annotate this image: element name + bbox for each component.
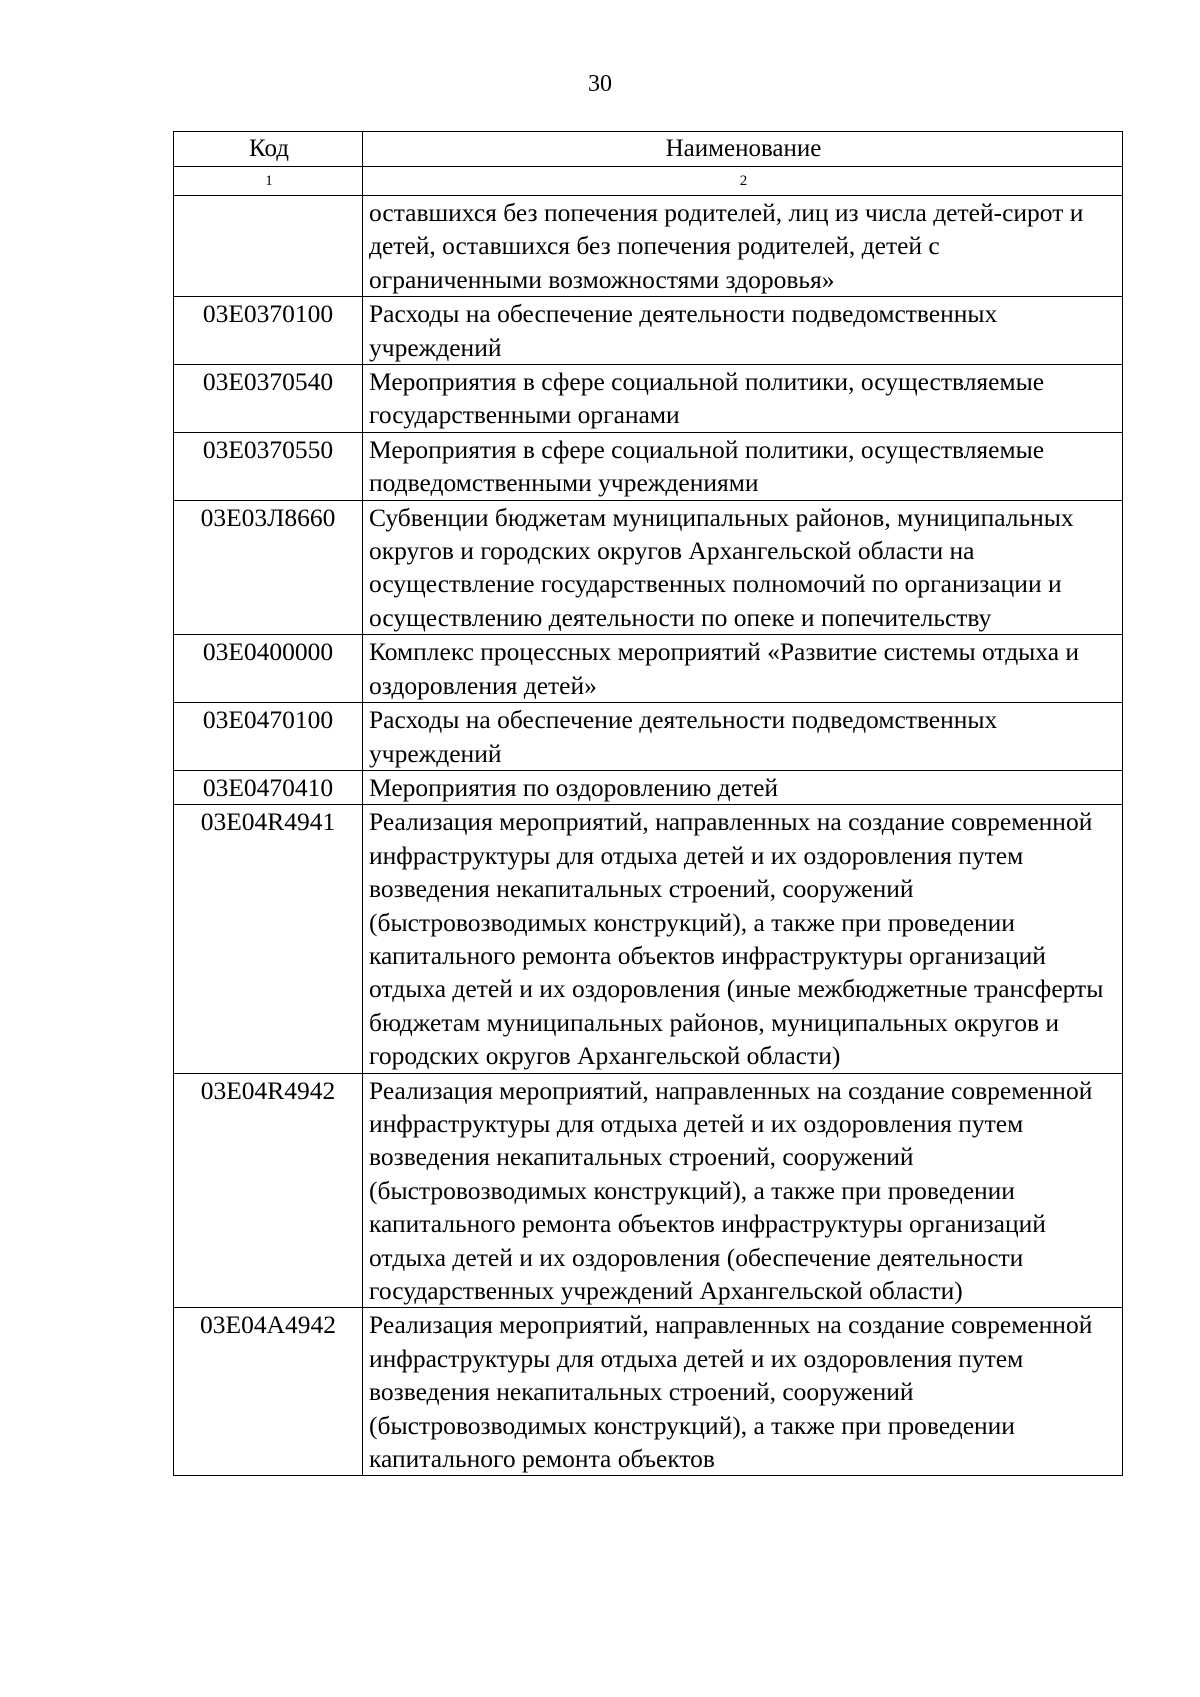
table-row — [174, 196, 1123, 297]
row-name: Реализация мероприятий, направленных на создание современной инфраструктуры для отдыха детей и их оздоровления путем возведения некапитальных строений, сооружений (быстровозводимых конструкций), а также при проведении капитального ремонта объектов инфраструктуры организаций отдыха детей и их оздоровления (обеспечение деятельности государственных учреждений Архангельской области) — [363, 1073, 1123, 1308]
row-name: Мероприятия по оздоровлению детей — [363, 770, 1123, 804]
row-code: 03Е0470410 — [174, 770, 363, 804]
row-name: Расходы на обеспечение деятельности подведомственных учреждений — [363, 297, 1123, 365]
table-row — [174, 770, 1123, 804]
table-row — [174, 297, 1123, 365]
table-row — [174, 1073, 1123, 1308]
header-code: Код — [174, 132, 363, 167]
row-name: Расходы на обеспечение деятельности подведомственных учреждений — [363, 703, 1123, 771]
table-header-row — [174, 132, 1123, 167]
page-number: 30 — [588, 71, 612, 97]
table-row — [174, 635, 1123, 703]
table-row — [174, 805, 1123, 1073]
table-row — [174, 703, 1123, 771]
row-code: 03Е04R4942 — [174, 1073, 363, 1308]
row-name: Мероприятия в сфере социальной политики, осуществляемые государственными органами — [363, 365, 1123, 433]
row-code: 03Е0370100 — [174, 297, 363, 365]
column-number-code: 1 — [174, 167, 363, 196]
row-code: 03Е0370540 — [174, 365, 363, 433]
row-code: 03Е04R4941 — [174, 805, 363, 1073]
row-code: 03Е0470100 — [174, 703, 363, 771]
row-code: 03Е04А4942 — [174, 1308, 363, 1476]
row-name: Субвенции бюджетам муниципальных районов, муниципальных округов и городских округов Архангельской области на осуществление государственных полномочий по организации и осуществлению деятельности по опеке и попечительству — [363, 500, 1123, 635]
row-name: Мероприятия в сфере социальной политики, осуществляемые подведомственными учреждениями — [363, 432, 1123, 500]
table-row — [174, 1308, 1123, 1476]
row-code: 03Е0400000 — [174, 635, 363, 703]
row-name: оставшихся без попечения родителей, лиц из числа детей-сирот и детей, оставшихся без попечения родителей, детей с ограниченными возможностями здоровья» — [363, 196, 1123, 297]
table-row — [174, 432, 1123, 500]
row-name: Комплекс процессных мероприятий «Развитие системы отдыха и оздоровления детей» — [363, 635, 1123, 703]
column-number-row — [174, 167, 1123, 196]
budget-code-table — [173, 131, 1123, 1476]
row-name: Реализация мероприятий, направленных на создание современной инфраструктуры для отдыха детей и их оздоровления путем возведения некапитальных строений, сооружений (быстровозводимых конструкций), а также при проведении капитального ремонта объектов — [363, 1308, 1123, 1476]
table-row — [174, 365, 1123, 433]
table-row — [174, 500, 1123, 635]
row-code: 03Е03Л8660 — [174, 500, 363, 635]
row-code: 03Е0370550 — [174, 432, 363, 500]
header-name: Наименование — [363, 132, 1123, 167]
row-name: Реализация мероприятий, направленных на создание современной инфраструктуры для отдыха детей и их оздоровления путем возведения некапитальных строений, сооружений (быстровозводимых конструкций), а также при проведении капитального ремонта объектов инфраструктуры организаций отдыха детей и их оздоровления (иные межбюджетные трансферты бюджетам муниципальных районов, муниципальных округов и городских округов Архангельской области) — [363, 805, 1123, 1073]
row-code — [174, 196, 363, 297]
column-number-name: 2 — [363, 167, 1123, 196]
